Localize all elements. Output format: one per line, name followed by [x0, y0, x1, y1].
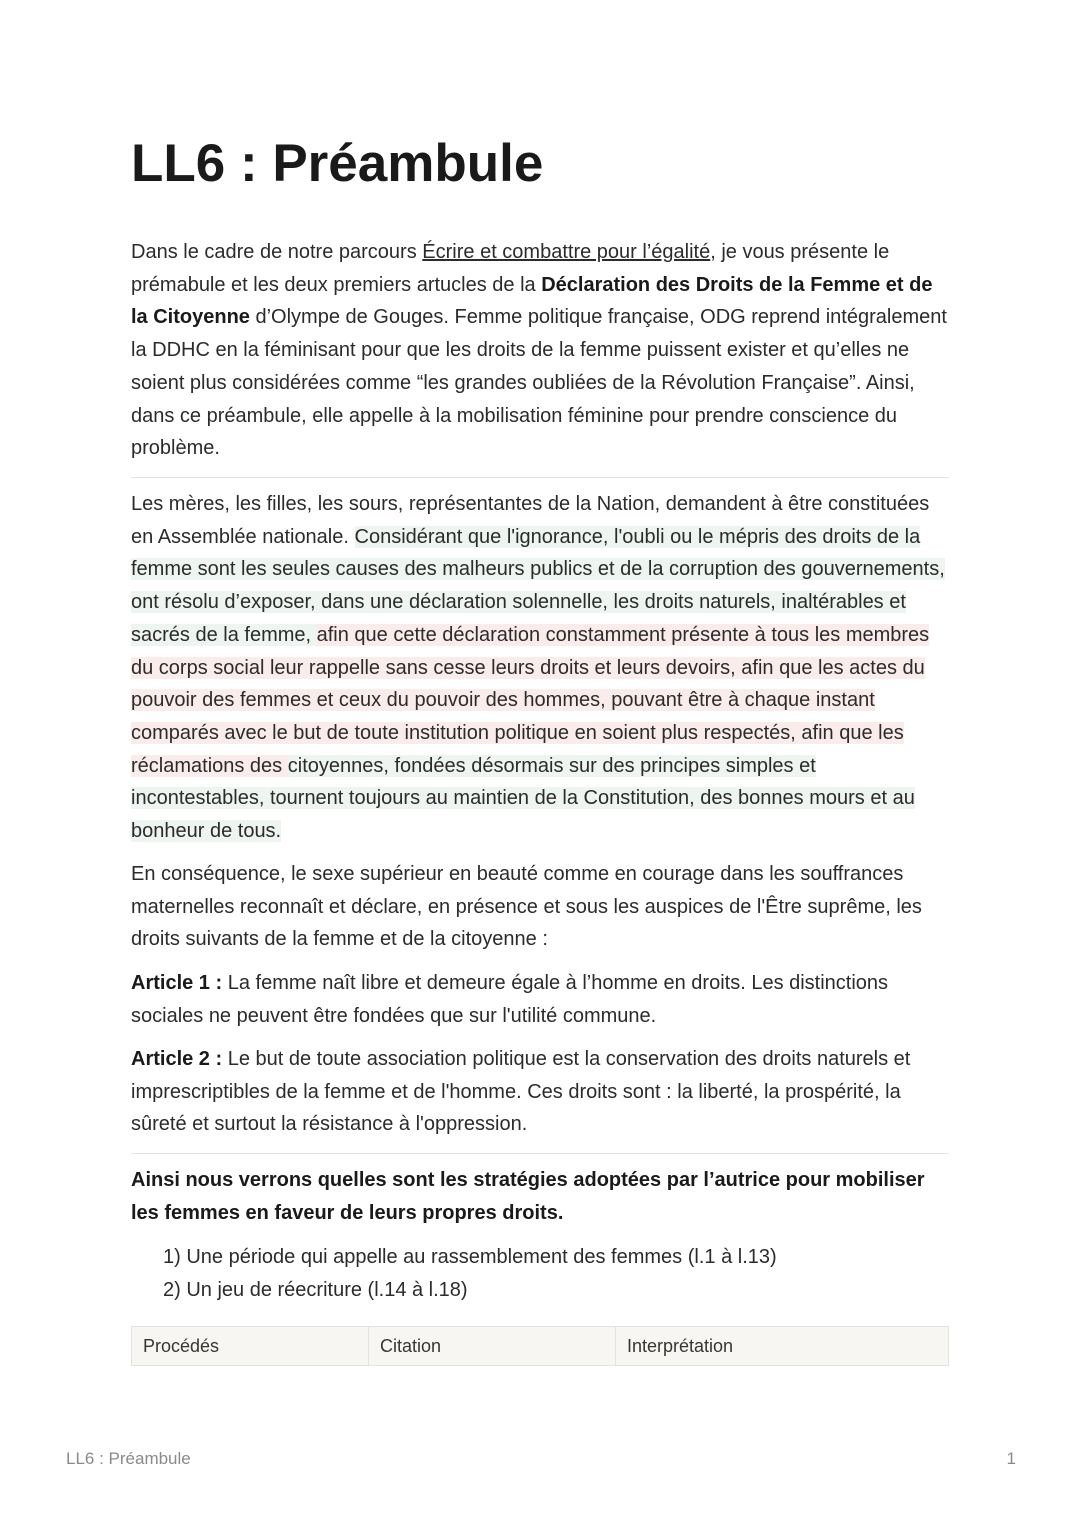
article-1-label: Article 1 : — [131, 972, 223, 994]
declaration-title: Déclaration des Droits de la Femme et de la Citoyenne — [131, 273, 933, 329]
quote-paragraph — [131, 488, 949, 848]
quote-green-highlight: Considérant que l'ignorance, l'oubli ou le mépris des droits de la femme sont les seules causes des malheurs publics et de la corruption des gouvernements, ont résolu d’exposer, dans une déclaration solennelle, les droits naturels, inaltérables et sacrés de la femme, — [131, 525, 945, 646]
plan-item: 2) Un jeu de réecriture (l.14 à l.18) — [163, 1279, 468, 1301]
article-2-text: Le but de toute association politique est la conservation des droits naturels et imprescriptibles de la femme et de l'homme. Ces droits sont : la liberté, la prospérité, la sûreté et surtout la résistance à l'oppression. — [131, 1048, 911, 1136]
intro-paragraph — [131, 236, 949, 465]
divider — [131, 477, 949, 478]
page-number: 1 — [1006, 1449, 1016, 1468]
article-1 — [131, 967, 949, 1032]
quote-red-highlight: afin que cette déclaration constamment présente à tous les membres du corps social leur rappelle sans cesse leurs droits et leurs devoirs, afin que les actes du pouvoir des femmes et ceux du pouvoir des hommes, pouvant être à chaque instant comparés avec le but de toute institution politique en soient plus respectés, afin que les réclamations des — [131, 623, 930, 777]
article-2-label: Article 2 : — [131, 1048, 223, 1070]
parcours-link[interactable]: Écrire et combattre pour l’égalité — [422, 241, 711, 263]
quote-plain-text: Les mères, les filles, les sours, représentantes de la Nation, demandent à être constituées en Assemblée nationale. — [131, 493, 930, 548]
analysis-table — [131, 1326, 949, 1366]
intro-text-3: d’Olympe de Gouges. Femme politique française, ODG reprend intégralement la DDHC en la féminisant pour que les droits de la femme puissent exister et qu’elles ne soient plus considérées comme “les grandes oubliées de la Révolution Française”. Ainsi, dans ce préambule, elle appelle à la mobilisation féminine pour prendre conscience du problème. — [131, 306, 947, 460]
page-title: LL6 : Préambule — [131, 134, 544, 193]
divider — [131, 1153, 949, 1154]
intro-text-2: , je vous présente le prémabule et les deux premiers artucles de la — [131, 241, 890, 296]
quote-green-highlight-end: citoyennes, fondées désormais sur des principes simples et incontestables, tournent toujours au maintien de la Constitution, des bonnes mours et au bonheur de tous. — [131, 754, 915, 843]
table-header-row — [132, 1327, 949, 1366]
intro-text-1: Dans le cadre de notre parcours — [131, 241, 423, 263]
article-2 — [131, 1043, 949, 1141]
table-header-citation[interactable]: Citation — [369, 1327, 616, 1366]
plan-item: 1) Une période qui appelle au rassemblement des femmes (l.1 à l.13) — [163, 1246, 777, 1268]
consequence-paragraph: En conséquence, le sexe supérieur en beauté comme en courage dans les souffrances maternelles reconnaît et déclare, en présence et sous les auspices de l'Être suprême, les droits suivants de la femme et de la citoyenne : — [131, 863, 922, 951]
plan-list — [163, 1241, 777, 1307]
problematique: Ainsi nous verrons quelles sont les stratégies adoptées par l’autrice pour mobiliser les femmes en faveur de leurs propres droits. — [131, 1169, 925, 1224]
table-header-interpretation[interactable]: Interprétation — [616, 1327, 949, 1366]
table-header-procedes[interactable]: Procédés — [132, 1327, 369, 1366]
footer-title: LL6 : Préambule — [66, 1449, 191, 1468]
article-1-text: La femme naît libre et demeure égale à l’homme en droits. Les distinctions sociales ne peuvent être fondées que sur l'utilité commune. — [131, 972, 889, 1027]
